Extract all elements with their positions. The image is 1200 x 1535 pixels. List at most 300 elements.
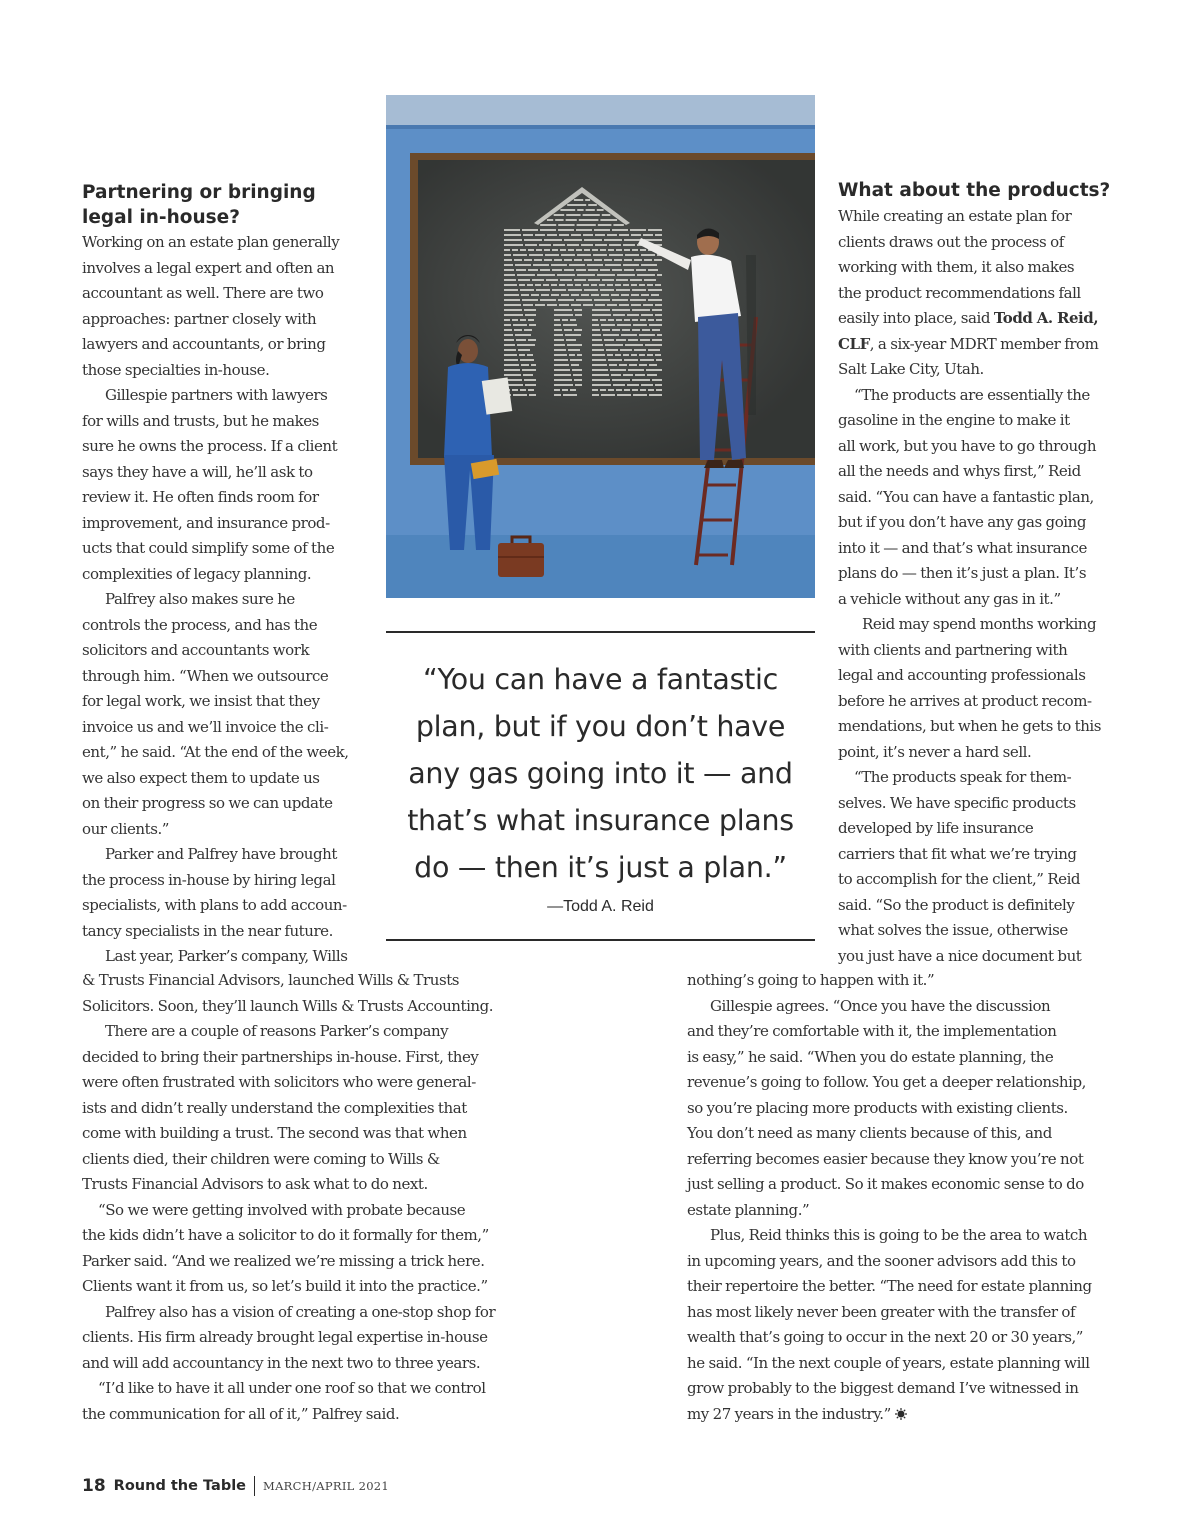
chalk-text-mark [519,354,525,356]
chalk-text-mark [536,249,542,251]
chalk-text-mark [519,284,525,286]
chalk-text-mark [525,244,537,246]
chalk-text-mark [639,354,645,356]
text-line: Palfrey also has a vision of creating a one-stop shop for [105,1302,496,1321]
chalk-text-mark [598,224,612,226]
chalk-text-mark [520,249,526,251]
text-line: and they’re comfortable with it, the implementation [687,1022,1057,1040]
chalk-text-mark [600,219,617,221]
chalk-text-mark [512,249,518,251]
chalk-text-mark [554,379,572,381]
pull-quote-line: do — then it’s just a plan.” [414,851,787,884]
chalk-text-mark [585,199,590,201]
chalk-text-mark [504,284,517,286]
chalk-text-mark [583,234,593,236]
page-footer [82,1474,389,1498]
text-line: approaches: partner closely with [82,309,317,328]
chalk-text-mark [601,294,609,296]
chalk-text-mark [592,344,603,346]
text-line: “So we were getting involved with probate because [98,1200,466,1219]
chalk-text-mark [504,259,512,261]
chalk-text-mark [620,349,632,351]
chalk-text-mark [504,264,513,266]
chalk-text-mark [633,394,647,396]
chalk-text-mark [611,374,621,376]
chalk-text-mark [576,269,586,271]
chalk-text-mark [613,384,625,386]
text-line: wealth that’s going to occur in the next 20 or 30 years,” [687,1328,1084,1346]
text-line: has most likely never been greater with the transfer of [687,1302,1076,1321]
text-line [838,332,1128,358]
chalk-text-mark [624,249,630,251]
chalk-text-mark [592,394,599,396]
chalk-text-mark [544,259,552,261]
text-line: sure he owns the process. If a client [82,437,338,455]
chalk-text-mark [514,329,522,331]
chalk-text-mark [600,319,606,321]
section-heading-products: What about the products? [838,180,1111,201]
chalk-text-mark [547,234,557,236]
chalk-text-mark [648,289,662,291]
chalk-text-mark [504,349,516,351]
chalk-text-mark [599,284,605,286]
chalk-text-mark [624,259,632,261]
chalk-text-mark [574,259,582,261]
text-line: the communication for all of it,” Palfrey said. [82,1404,400,1423]
chalk-text-mark [595,304,605,306]
text-line: and will add accountancy in the next two to three years. [82,1353,481,1372]
chalk-text-mark [608,249,614,251]
chalk-text-mark [616,249,622,251]
chalk-text-mark [535,284,541,286]
text-line: solicitors and accountants work [82,641,310,659]
chalk-text-mark [547,304,557,306]
chalk-text-mark [554,324,561,326]
chalk-text-mark [513,324,527,326]
chalk-text-mark [561,254,575,256]
chalk-text-mark [629,364,637,366]
chalk-text-mark [554,354,567,356]
chalk-text-mark [607,284,613,286]
text-line: working with them, it also makes [838,258,1075,276]
chalk-text-mark [648,269,658,271]
text-line: Reid may spend months working [862,615,1097,633]
chalk-text-mark [592,249,598,251]
chalk-text-mark [573,374,582,376]
chalk-text-mark [583,284,589,286]
text-line [838,306,1128,332]
chalk-text-mark [595,244,607,246]
chalk-text-mark [504,229,520,231]
text-line: Salt Lake City, Utah. [838,360,984,378]
chalk-text-mark [643,234,653,236]
chalk-text-mark [552,269,562,271]
chalk-text-mark [504,354,517,356]
chalk-text-mark [605,264,621,266]
text-line: is easy,” he said. “When you do estate planning, the [687,1047,1054,1066]
text-line: their repertoire the better. “The need for estate planning [687,1277,1092,1295]
chalk-text-mark [602,329,610,331]
chalk-text-mark [655,284,661,286]
chalk-text-mark [612,379,630,381]
chalk-text-mark [539,244,551,246]
chalk-text-mark [642,329,650,331]
chalk-text-mark [613,314,625,316]
chalk-text-mark [568,349,580,351]
chalk-text-mark [647,284,653,286]
text-line: complexities of legacy planning. [82,564,312,583]
chalk-text-mark [592,334,601,336]
text-line: Parker and Palfrey have brought [105,845,337,863]
chalk-text-mark [520,289,534,291]
chalk-text-mark [592,364,607,366]
text-line: revenue’s going to follow. You get a deeper relationship, [687,1073,1086,1091]
chalk-text-mark [528,249,534,251]
chalk-text-mark [613,224,623,226]
chalk-text-mark [529,254,543,256]
chalk-text-mark [632,249,638,251]
chalk-text-mark [639,284,645,286]
chalk-text-mark [623,244,635,246]
chalk-text-mark [611,294,619,296]
text-line: review it. He often finds room for [82,488,319,506]
pull-quote-line: any gas going into it — and [408,757,793,790]
chalk-text-mark [520,359,534,361]
text-line: “The products are essentially the [854,385,1090,404]
chalk-text-mark [559,304,569,306]
text-line: Trusts Financial Advisors to ask what to do next. [82,1175,428,1193]
chalk-text-mark [566,219,577,221]
chalk-text-mark [616,339,626,341]
chalk-text-mark [644,259,652,261]
chalk-text-mark [540,224,556,226]
chalk-text-mark [637,274,655,276]
chalk-text-mark [648,299,662,301]
chalk-text-mark [504,339,514,341]
chalk-text-mark [504,239,522,241]
text-line: selves. We have specific products [838,793,1076,812]
chalk-text-mark [655,304,662,306]
text-line: estate planning.” [687,1200,810,1219]
chalk-text-mark [617,324,631,326]
chalk-text-mark [567,204,586,206]
pull-quote-top-rule [386,631,815,633]
chalk-text-mark [544,239,562,241]
text-line: said. “You can have a fantastic plan, [838,487,1094,506]
chalk-text-mark [524,309,536,311]
text-line: a vehicle without any gas in it.” [838,589,1061,608]
chalk-text-mark [518,349,530,351]
chalk-text-mark [518,279,530,281]
text-line: clients died, their children were coming to Wills & [82,1149,440,1168]
chalk-text-mark [622,329,630,331]
chalk-text-mark [631,294,639,296]
text-line: just selling a product. So it makes economic sense to do [687,1175,1084,1193]
chalk-text-mark [560,249,566,251]
chalk-text-mark [639,364,647,366]
chalk-text-mark [513,394,527,396]
chalk-text-mark [592,369,608,371]
section-heading-partnering [82,180,372,230]
text-line: decided to bring their partnerships in-house. First, they [82,1047,479,1066]
chalk-text-mark [515,334,531,336]
chalk-text-mark [559,284,565,286]
chalk-text-mark [619,364,627,366]
chalk-text-mark [641,254,655,256]
chalk-text-mark [528,389,534,391]
chalk-text-mark [574,329,582,331]
chalk-text-mark [566,339,576,341]
chalk-text-mark [624,269,634,271]
text-line: Working on an estate plan generally [82,233,340,251]
pull-quote-line: “You can have a fantastic [422,663,779,696]
chalk-text-mark [568,289,582,291]
text-line: carriers that fit what we’re trying [838,844,1077,863]
chalk-text-mark [592,349,604,351]
text-line: Clients want it from us, so let’s build it into the practice.” [82,1277,488,1295]
chalk-text-mark [554,394,561,396]
chalk-text-mark [639,334,655,336]
chalk-text-mark [601,324,615,326]
chalk-text-mark [565,334,581,336]
chalk-text-mark [612,309,630,311]
chalk-text-mark [564,329,572,331]
chalk-text-mark [544,249,550,251]
text-line: were often frustrated with solicitors who were general- [82,1073,476,1091]
chalk-text-mark [525,314,536,316]
chalk-text-mark [608,319,614,321]
chalk-text-mark [608,359,622,361]
chalk-text-mark [592,309,610,311]
chalk-text-mark [504,319,510,321]
chalk-text-mark [624,359,638,361]
chalk-text-mark [648,349,660,351]
chalk-text-mark [588,269,598,271]
chalk-text-mark [657,274,662,276]
text-line: “I’d like to have it all under one roof so that we control [98,1379,486,1397]
left-body-text [82,230,372,970]
chalk-text-mark [537,274,555,276]
chalk-text-mark [597,274,615,276]
chalk-text-mark [504,369,520,371]
chalk-text-mark [574,279,586,281]
text-fragment: , a six-year MDRT member from [869,334,1099,353]
chalk-text-mark [554,314,573,316]
chalk-text-mark [588,279,600,281]
chalk-text-mark [584,289,598,291]
chalk-text-mark [635,374,645,376]
chalk-text-mark [522,369,536,371]
chalk-text-mark [631,354,637,356]
chalk-text-mark [504,329,512,331]
chalk-text-mark [504,309,522,311]
text-line: mendations, but when he gets to this [838,717,1102,735]
chalk-text-mark [617,274,635,276]
chalk-text-mark [623,264,639,266]
chalk-text-mark [636,269,646,271]
chalk-text-mark [631,304,641,306]
text-line: clients. His firm already brought legal expertise in-house [82,1328,488,1346]
chalk-text-mark [524,239,542,241]
right-bottom-body-text [687,968,1127,1402]
right-body-text [838,383,1128,970]
chalk-text-mark [527,354,533,356]
chalk-text-mark [647,374,657,376]
chalk-text-mark [563,394,577,396]
chalk-text-mark [575,284,581,286]
text-line: Palfrey also makes sure he [105,590,295,608]
chalk-text-mark [523,304,533,306]
chalk-text-mark [564,239,582,241]
text-line: Gillespie partners with lawyers [105,386,328,404]
chalk-text-mark [558,224,574,226]
chalk-text-mark [652,329,660,331]
text-line: point, it’s never a hard sell. [838,742,1032,761]
text-line: tancy specialists in the near future. [82,921,333,940]
chalk-text-mark [531,364,536,366]
chalk-text-mark [609,254,623,256]
chalk-text-mark [528,319,534,321]
chalk-text-mark [552,249,558,251]
text-line: & Trusts Financial Advisors, launched Wills & Trusts [82,971,460,989]
chalk-text-mark [567,244,579,246]
chalk-text-mark [584,239,602,241]
chalk-text-mark [520,389,526,391]
text-line: specialists, with plans to add accoun- [82,896,347,914]
chalk-text-mark [612,269,622,271]
chalk-text-mark [584,249,590,251]
text-line: what solves the issue, otherwise [838,921,1068,939]
chalk-text-mark [627,384,639,386]
chalk-text-mark [521,364,529,366]
text-line: in upcoming years, and the sooner advisors add this to [687,1251,1076,1270]
chalk-text-mark [648,319,654,321]
chalk-text-mark [571,304,581,306]
text-line: You don’t need as many clients because of this, and [687,1124,1052,1142]
chalk-text-mark [597,209,604,211]
chalk-text-mark [504,299,520,301]
text-line: There are a couple of reasons Parker’s company [105,1022,449,1040]
chalk-text-mark [616,319,622,321]
text-line: Plus, Reid thinks this is going to be the area to watch [710,1226,1088,1244]
chalk-text-mark [540,229,556,231]
text-line: ists and didn’t really understand the complexities that [82,1098,467,1117]
chalk-text-mark [551,284,557,286]
chalk-text-mark [656,359,662,361]
chalk-text-mark [604,339,614,341]
chalk-text-mark [654,259,662,261]
chalk-text-mark [592,359,606,361]
chalk-text-mark [529,394,536,396]
chalk-text-mark [569,264,585,266]
chalk-text-mark [615,354,621,356]
chalk-text-mark [576,299,592,301]
right-column [838,178,1128,969]
pull-quote-bottom-rule [386,939,815,941]
chalk-text-mark [592,384,611,386]
left-column [82,180,372,970]
chalk-text-mark [534,259,542,261]
text-line: Gillespie agrees. “Once you have the discussion [710,996,1051,1015]
chalk-text-mark [522,299,538,301]
chalk-text-mark [504,269,514,271]
chalk-text-mark [652,309,662,311]
chalk-text-mark [612,299,628,301]
text-line: our clients.” [82,819,169,838]
chalk-text-mark [551,294,559,296]
chalk-text-mark [591,284,597,286]
chalk-text-mark [630,229,646,231]
chalk-text-mark [513,254,527,256]
left-bottom-column [82,968,522,1427]
text-line: controls the process, and has the [82,615,318,634]
chalk-text-mark [540,299,556,301]
chalk-text-mark [512,389,518,391]
chalk-text-mark [536,289,550,291]
text-line: grow probably to the biggest demand I’ve witnessed in [687,1379,1079,1397]
chalk-text-mark [649,394,662,396]
chalk-text-mark [623,354,629,356]
text-line: While creating an estate plan for [838,207,1072,225]
chalk-text-mark [504,274,515,276]
chalk-text-mark [587,264,603,266]
text-line: ent,” he said. “At the end of the week, [82,743,349,761]
chalk-text-mark [577,224,596,226]
text-line: the kids didn’t have a solicitor to do it formally for them,” [82,1226,489,1244]
chalk-text-mark [528,339,536,341]
chalk-text-mark [632,389,638,391]
chalk-text-mark [612,229,628,231]
chalk-text-mark [641,264,657,266]
chalk-text-mark [592,379,610,381]
pull-quote-line: that’s what insurance plans [407,804,794,837]
text-line: Solicitors. Soon, they’ll launch Wills & Trusts Accounting. [82,996,494,1015]
chalk-text-mark [616,389,622,391]
final-line [687,1402,1127,1428]
chalk-text-mark [616,279,628,281]
chalk-text-mark [557,274,575,276]
chalk-text-mark [525,384,536,386]
text-fragment: my 27 years in the industry.” [687,1404,891,1423]
chalk-text-mark [641,314,653,316]
chalk-text-mark [577,209,583,211]
chalk-text-mark [634,259,642,261]
text-line: so you’re placing more products with existing clients. [687,1098,1068,1117]
chalk-text-mark [604,259,612,261]
chalk-text-mark [575,384,582,386]
issue-date: MARCH/APRIL 2021 [263,1479,390,1493]
chalk-text-mark [604,239,622,241]
chalk-text-mark [655,314,662,316]
chalk-text-mark [540,269,550,271]
chalk-text-mark [554,329,562,331]
chalk-text-mark [594,259,602,261]
chalk-text-mark [554,374,571,376]
chalk-text-mark [577,254,591,256]
text-line: accountant as well. There are two [82,284,324,302]
credential-bold: CLF [838,334,870,353]
chalk-text-mark [592,324,599,326]
chalk-text-mark [567,344,582,346]
chalk-text-mark [641,384,653,386]
chalk-text-mark [640,319,646,321]
chalk-text-mark [656,319,662,321]
chalk-text-mark [523,374,533,376]
text-line: lawyers and accountants, or bring [82,335,326,353]
chalk-text-mark [551,264,567,266]
chalk-text-mark [543,284,549,286]
chalk-text-mark [649,364,657,366]
